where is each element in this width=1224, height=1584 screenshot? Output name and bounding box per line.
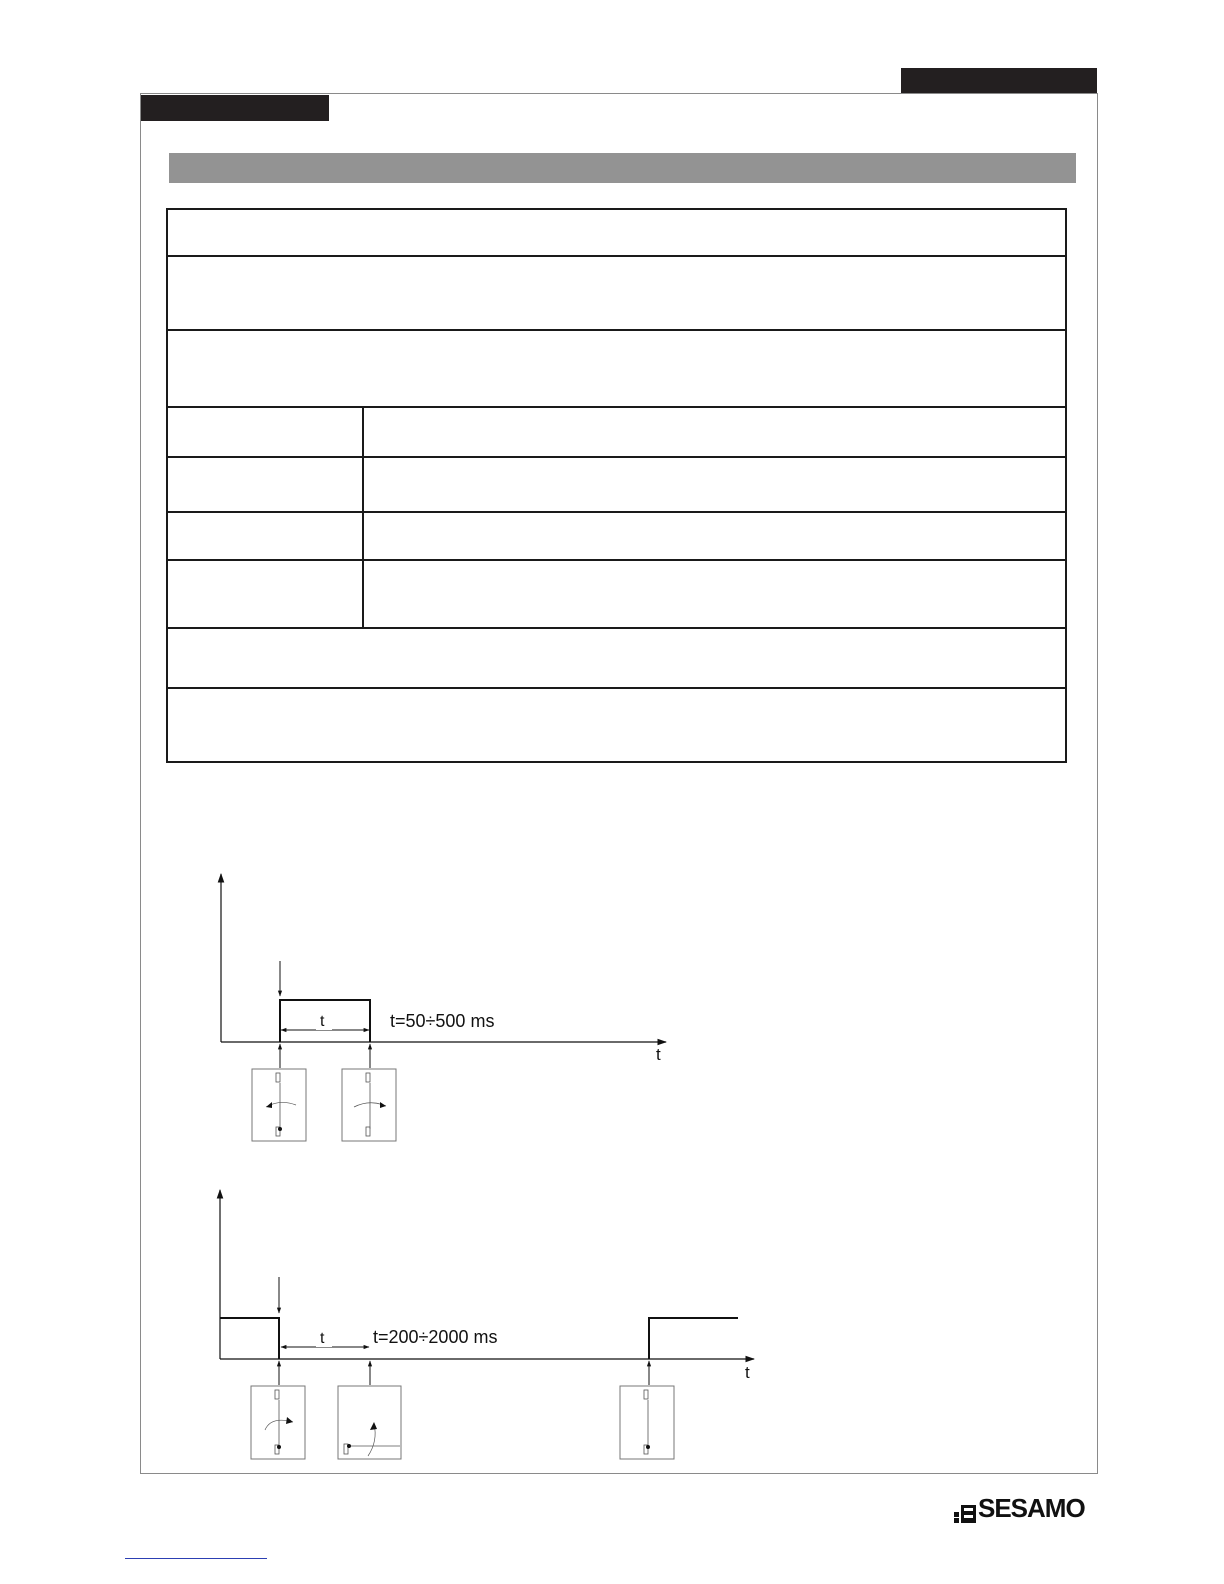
door-swing-icon (252, 1069, 306, 1141)
door-open-icon (338, 1386, 401, 1459)
signal-level (220, 1318, 279, 1359)
logo-mark-icon (954, 1499, 976, 1519)
interval-label: t (320, 1013, 325, 1030)
signal-level (649, 1318, 738, 1359)
timing-text: t=50÷500 ms (390, 1011, 495, 1031)
timing-diagram-1 (221, 874, 666, 1141)
timing-diagram-2 (220, 1190, 754, 1459)
interval-label: t (320, 1330, 325, 1347)
door-swing-icon (342, 1069, 396, 1141)
logo-text: SESAMO (978, 1493, 1085, 1523)
x-axis-label: t (656, 1045, 661, 1064)
footer-link[interactable] (125, 1558, 267, 1559)
door-swing-icon (251, 1386, 305, 1459)
timing-text: t=200÷2000 ms (373, 1327, 498, 1347)
x-axis-label: t (745, 1363, 750, 1382)
brand-logo (954, 1493, 1085, 1524)
door-closed-icon (620, 1386, 674, 1459)
